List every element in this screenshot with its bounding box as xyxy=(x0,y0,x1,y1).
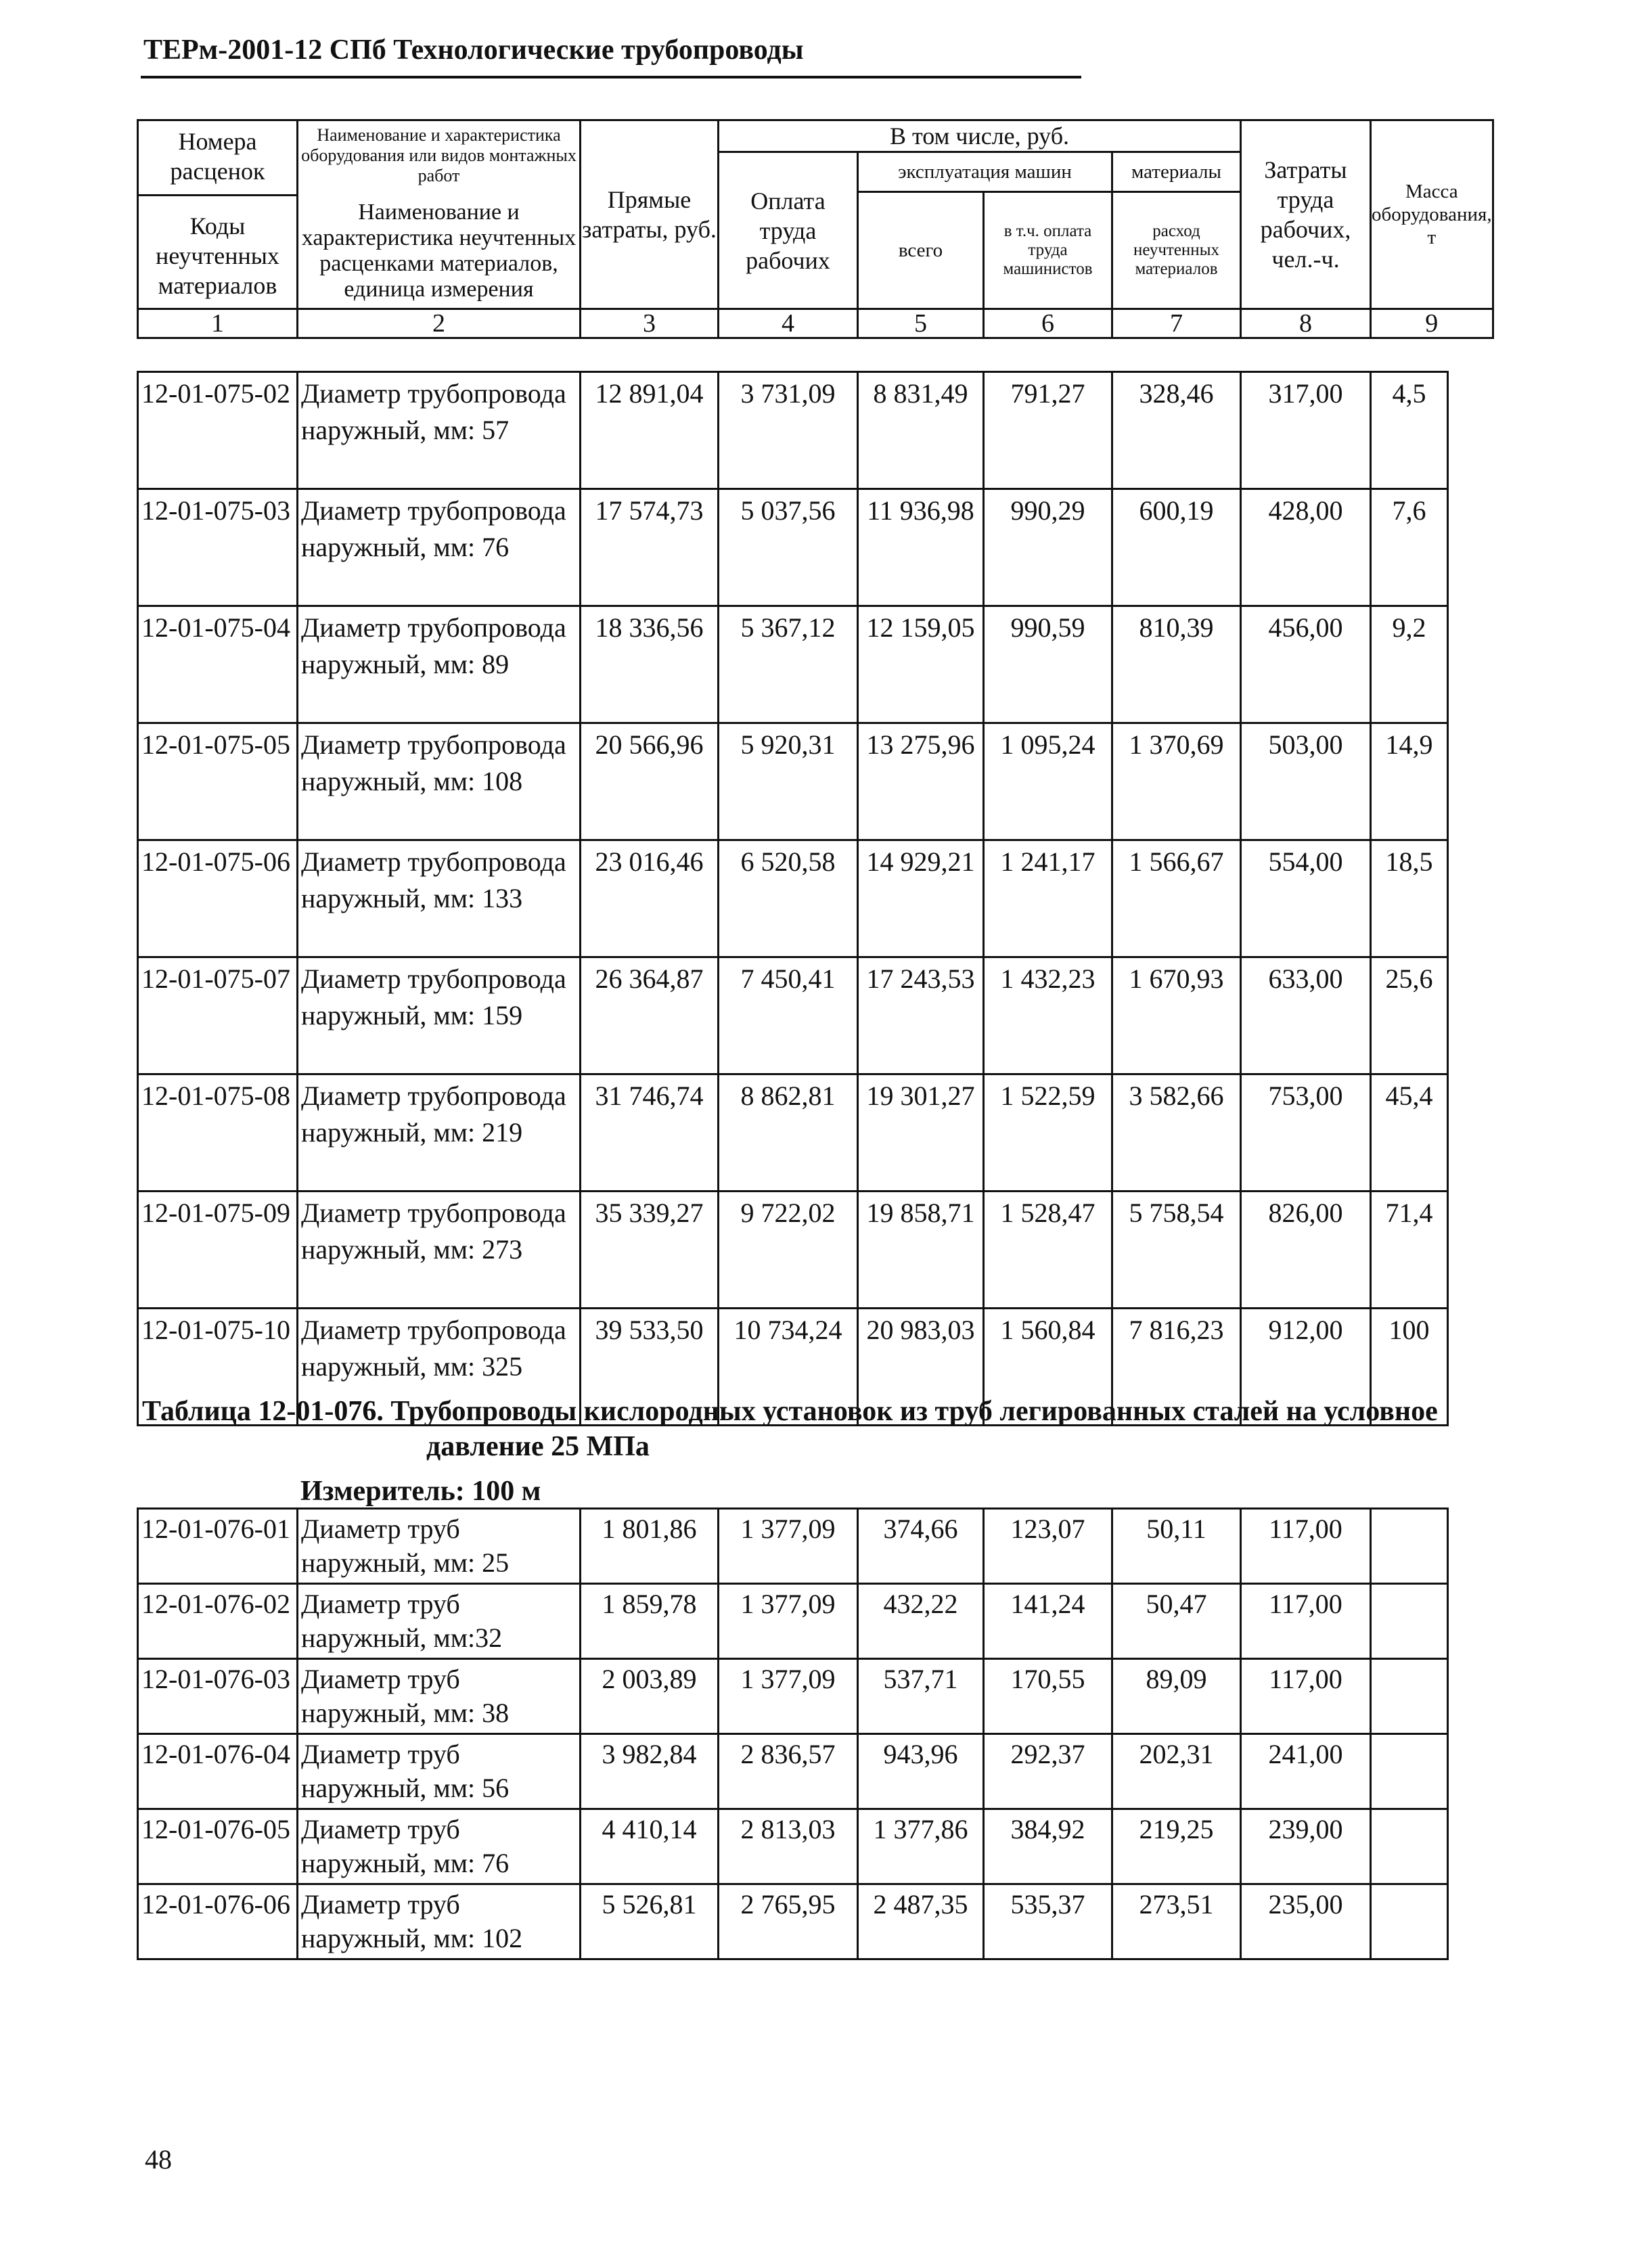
labor-pay: 2 836,57 xyxy=(719,1734,858,1809)
equipment-mass: 25,6 xyxy=(1371,957,1448,1074)
rate-code: 12-01-075-05 xyxy=(138,723,298,840)
work-name xyxy=(298,489,581,606)
rate-code: 12-01-076-01 xyxy=(138,1509,298,1584)
work-name-line1: Диаметр трубопровода xyxy=(301,1198,566,1228)
materials: 273,51 xyxy=(1112,1884,1241,1959)
labor-pay: 5 037,56 xyxy=(719,489,858,606)
labor-hours: 241,00 xyxy=(1241,1734,1371,1809)
materials: 1 670,93 xyxy=(1112,957,1241,1074)
work-name-line2: наружный, мм: 76 xyxy=(301,532,510,562)
direct-costs: 31 746,74 xyxy=(581,1074,719,1192)
work-name-line1: Диаметр трубопровода xyxy=(301,729,566,760)
col-number: 3 xyxy=(581,309,719,338)
materials: 810,39 xyxy=(1112,606,1241,723)
work-name-line2: наружный, мм: 108 xyxy=(301,766,523,796)
table-076-title xyxy=(142,1394,1462,1464)
machinists-pay: 1 095,24 xyxy=(984,723,1112,840)
direct-costs: 5 526,81 xyxy=(581,1884,719,1959)
machinists-pay: 123,07 xyxy=(984,1509,1112,1584)
machines-total: 13 275,96 xyxy=(858,723,984,840)
labor-hours: 117,00 xyxy=(1241,1509,1371,1584)
direct-costs: 39 533,50 xyxy=(581,1309,719,1426)
machines-total: 537,71 xyxy=(858,1659,984,1734)
work-name xyxy=(298,957,581,1074)
labor-pay: 9 722,02 xyxy=(719,1192,858,1309)
machines-total: 2 487,35 xyxy=(858,1884,984,1959)
equipment-mass xyxy=(1371,1884,1448,1959)
machinists-pay: 1 241,17 xyxy=(984,840,1112,957)
header-c7: расход неучтенных материалов xyxy=(1112,192,1241,309)
work-name-line2: наружный, мм:32 xyxy=(301,1623,503,1653)
equipment-mass: 71,4 xyxy=(1371,1192,1448,1309)
materials: 5 758,54 xyxy=(1112,1192,1241,1309)
work-name-line2: наружный, мм: 325 xyxy=(301,1351,523,1382)
col-number: 1 xyxy=(138,309,298,338)
machinists-pay: 1 522,59 xyxy=(984,1074,1112,1192)
header-c9: Масса оборудования, т xyxy=(1371,120,1493,309)
column-header-table xyxy=(137,119,1494,339)
header-c2-bottom: Наименование и характеристика неучтенных расценками материалов, единица измерения xyxy=(301,200,577,302)
table-076-meter: Измеритель: 100 м xyxy=(300,1476,541,1507)
machines-total: 20 983,03 xyxy=(858,1309,984,1426)
work-name-line2: наружный, мм: 25 xyxy=(301,1547,510,1578)
work-name-line1: Диаметр труб xyxy=(301,1514,460,1544)
table-row xyxy=(138,957,1448,1074)
rate-code: 12-01-075-10 xyxy=(138,1309,298,1426)
work-name-line2: наружный, мм: 159 xyxy=(301,1000,523,1030)
materials: 3 582,66 xyxy=(1112,1074,1241,1192)
rate-code: 12-01-076-05 xyxy=(138,1809,298,1884)
rate-code: 12-01-075-09 xyxy=(138,1192,298,1309)
work-name-line2: наружный, мм: 56 xyxy=(301,1773,510,1803)
col-number: 2 xyxy=(298,309,581,338)
work-name-line2: наружный, мм: 273 xyxy=(301,1234,523,1265)
labor-hours: 428,00 xyxy=(1241,489,1371,606)
labor-hours: 317,00 xyxy=(1241,372,1371,489)
direct-costs: 4 410,14 xyxy=(581,1809,719,1884)
equipment-mass: 7,6 xyxy=(1371,489,1448,606)
rate-code: 12-01-076-06 xyxy=(138,1884,298,1959)
rate-code: 12-01-075-08 xyxy=(138,1074,298,1192)
rate-code: 12-01-075-07 xyxy=(138,957,298,1074)
work-name-line1: Диаметр трубопровода xyxy=(301,612,566,643)
col-number: 9 xyxy=(1371,309,1493,338)
machinists-pay: 990,29 xyxy=(984,489,1112,606)
table-row xyxy=(138,1734,1448,1809)
equipment-mass: 100 xyxy=(1371,1309,1448,1426)
machinists-pay: 1 528,47 xyxy=(984,1192,1112,1309)
table-row xyxy=(138,1884,1448,1959)
header-group: В том числе, руб. xyxy=(719,120,1241,152)
direct-costs: 12 891,04 xyxy=(581,372,719,489)
equipment-mass: 4,5 xyxy=(1371,372,1448,489)
labor-pay: 1 377,09 xyxy=(719,1509,858,1584)
labor-hours: 826,00 xyxy=(1241,1192,1371,1309)
machines-total: 8 831,49 xyxy=(858,372,984,489)
labor-pay: 2 765,95 xyxy=(719,1884,858,1959)
work-name-line1: Диаметр труб xyxy=(301,1589,460,1619)
machines-total: 19 858,71 xyxy=(858,1192,984,1309)
header-c8: Затраты труда рабочих, чел.-ч. xyxy=(1241,120,1371,309)
machinists-pay: 141,24 xyxy=(984,1584,1112,1659)
rate-code: 12-01-075-06 xyxy=(138,840,298,957)
work-name-line2: наружный, мм: 102 xyxy=(301,1923,523,1953)
materials: 202,31 xyxy=(1112,1734,1241,1809)
machines-total: 19 301,27 xyxy=(858,1074,984,1192)
work-name-line2: наружный, мм: 38 xyxy=(301,1698,510,1728)
header-names-cell xyxy=(298,120,581,309)
labor-pay: 7 450,41 xyxy=(719,957,858,1074)
materials: 50,11 xyxy=(1112,1509,1241,1584)
work-name-line1: Диаметр труб xyxy=(301,1664,460,1694)
direct-costs: 20 566,96 xyxy=(581,723,719,840)
machines-total: 943,96 xyxy=(858,1734,984,1809)
labor-hours: 239,00 xyxy=(1241,1809,1371,1884)
work-name-line1: Диаметр трубопровода xyxy=(301,1081,566,1111)
materials: 600,19 xyxy=(1112,489,1241,606)
rate-code: 12-01-076-03 xyxy=(138,1659,298,1734)
work-name xyxy=(298,1074,581,1192)
direct-costs: 2 003,89 xyxy=(581,1659,719,1734)
work-name xyxy=(298,606,581,723)
work-name-line2: наружный, мм: 57 xyxy=(301,415,510,445)
work-name-line1: Диаметр труб xyxy=(301,1814,460,1844)
direct-costs: 3 982,84 xyxy=(581,1734,719,1809)
labor-hours: 912,00 xyxy=(1241,1309,1371,1426)
rate-code: 12-01-075-04 xyxy=(138,606,298,723)
rate-code: 12-01-076-02 xyxy=(138,1584,298,1659)
rate-code: 12-01-076-04 xyxy=(138,1734,298,1809)
materials: 50,47 xyxy=(1112,1584,1241,1659)
machinists-pay: 1 432,23 xyxy=(984,957,1112,1074)
machinists-pay: 384,92 xyxy=(984,1809,1112,1884)
materials: 89,09 xyxy=(1112,1659,1241,1734)
equipment-mass xyxy=(1371,1734,1448,1809)
machines-total: 17 243,53 xyxy=(858,957,984,1074)
equipment-mass xyxy=(1371,1509,1448,1584)
work-name-line1: Диаметр трубопровода xyxy=(301,1315,566,1345)
materials: 7 816,23 xyxy=(1112,1309,1241,1426)
work-name xyxy=(298,840,581,957)
rate-code: 12-01-075-02 xyxy=(138,372,298,489)
direct-costs: 1 801,86 xyxy=(581,1509,719,1584)
materials: 219,25 xyxy=(1112,1809,1241,1884)
direct-costs: 26 364,87 xyxy=(581,957,719,1074)
labor-hours: 633,00 xyxy=(1241,957,1371,1074)
labor-hours: 554,00 xyxy=(1241,840,1371,957)
labor-hours: 503,00 xyxy=(1241,723,1371,840)
labor-pay: 1 377,09 xyxy=(719,1659,858,1734)
labor-pay: 8 862,81 xyxy=(719,1074,858,1192)
work-name-line1: Диаметр трубопровода xyxy=(301,495,566,526)
header-c5: всего xyxy=(858,192,984,309)
equipment-mass: 18,5 xyxy=(1371,840,1448,957)
work-name-line2: наружный, мм: 89 xyxy=(301,649,510,679)
rate-code: 12-01-075-03 xyxy=(138,489,298,606)
labor-pay: 3 731,09 xyxy=(719,372,858,489)
table-row xyxy=(138,1659,1448,1734)
machines-total: 374,66 xyxy=(858,1509,984,1584)
labor-pay: 5 920,31 xyxy=(719,723,858,840)
labor-hours: 117,00 xyxy=(1241,1659,1371,1734)
materials: 1 566,67 xyxy=(1112,840,1241,957)
equipment-mass: 45,4 xyxy=(1371,1074,1448,1192)
table-row xyxy=(138,1509,1448,1584)
work-name-line1: Диаметр трубопровода xyxy=(301,846,566,877)
header-rule xyxy=(141,76,1081,78)
work-name-line2: наружный, мм: 133 xyxy=(301,883,523,913)
work-name-line1: Диаметр трубопровода xyxy=(301,378,566,409)
equipment-mass xyxy=(1371,1584,1448,1659)
direct-costs: 18 336,56 xyxy=(581,606,719,723)
table-row xyxy=(138,1074,1448,1192)
header-materials: материалы xyxy=(1112,152,1241,192)
labor-hours: 117,00 xyxy=(1241,1584,1371,1659)
labor-pay: 6 520,58 xyxy=(719,840,858,957)
work-name xyxy=(298,372,581,489)
col-number: 6 xyxy=(984,309,1112,338)
col-number: 5 xyxy=(858,309,984,338)
machines-total: 11 936,98 xyxy=(858,489,984,606)
header-c1-bottom: Коды неучтенных материалов xyxy=(156,212,279,299)
work-name xyxy=(298,1884,581,1959)
materials: 1 370,69 xyxy=(1112,723,1241,840)
header-c2-top: Наименование и характеристика оборудования или видов монтажных работ xyxy=(301,125,577,185)
labor-hours: 235,00 xyxy=(1241,1884,1371,1959)
work-name xyxy=(298,1734,581,1809)
header-machines: эксплуатация машин xyxy=(858,152,1112,192)
table-row xyxy=(138,489,1448,606)
work-name xyxy=(298,1659,581,1734)
equipment-mass: 9,2 xyxy=(1371,606,1448,723)
labor-pay: 10 734,24 xyxy=(719,1309,858,1426)
machinists-pay: 990,59 xyxy=(984,606,1112,723)
direct-costs: 23 016,46 xyxy=(581,840,719,957)
work-name xyxy=(298,1809,581,1884)
machinists-pay: 535,37 xyxy=(984,1884,1112,1959)
rates-table-075 xyxy=(137,371,1449,1426)
work-name xyxy=(298,1509,581,1584)
table-row xyxy=(138,840,1448,957)
col-number: 4 xyxy=(719,309,858,338)
work-name-line2: наружный, мм: 219 xyxy=(301,1117,523,1148)
machines-total: 432,22 xyxy=(858,1584,984,1659)
table-076-title-line2: давление 25 МПа xyxy=(426,1431,650,1462)
equipment-mass xyxy=(1371,1809,1448,1884)
table-row xyxy=(138,372,1448,489)
col-number: 8 xyxy=(1241,309,1371,338)
page-number: 48 xyxy=(145,2144,172,2175)
labor-pay: 2 813,03 xyxy=(719,1809,858,1884)
header-c6: в т.ч. оплата труда машинистов xyxy=(984,192,1112,309)
machinists-pay: 1 560,84 xyxy=(984,1309,1112,1426)
work-name-line1: Диаметр труб xyxy=(301,1889,460,1920)
table-row xyxy=(138,1192,1448,1309)
labor-hours: 753,00 xyxy=(1241,1074,1371,1192)
work-name-line1: Диаметр трубопровода xyxy=(301,963,566,994)
labor-pay: 5 367,12 xyxy=(719,606,858,723)
work-name xyxy=(298,1584,581,1659)
machines-total: 1 377,86 xyxy=(858,1809,984,1884)
equipment-mass: 14,9 xyxy=(1371,723,1448,840)
header-c3: Прямые затраты, руб. xyxy=(581,120,719,309)
equipment-mass xyxy=(1371,1659,1448,1734)
table-row xyxy=(138,606,1448,723)
header-c4: Оплата труда рабочих xyxy=(719,152,858,309)
labor-pay: 1 377,09 xyxy=(719,1584,858,1659)
header-codes-cell xyxy=(138,120,298,309)
running-header: ТЕРм-2001-12 СПб Технологические трубопроводы xyxy=(143,35,804,66)
machinists-pay: 791,27 xyxy=(984,372,1112,489)
direct-costs: 17 574,73 xyxy=(581,489,719,606)
table-076-title-line1: Таблица 12-01-076. Трубопроводы кислородных установок из труб легированных сталей на условное xyxy=(142,1396,1438,1427)
work-name-line1: Диаметр труб xyxy=(301,1739,460,1769)
table-row xyxy=(138,1584,1448,1659)
machines-total: 14 929,21 xyxy=(858,840,984,957)
work-name xyxy=(298,723,581,840)
machinists-pay: 292,37 xyxy=(984,1734,1112,1809)
machinists-pay: 170,55 xyxy=(984,1659,1112,1734)
machines-total: 12 159,05 xyxy=(858,606,984,723)
col-number: 7 xyxy=(1112,309,1241,338)
direct-costs: 35 339,27 xyxy=(581,1192,719,1309)
direct-costs: 1 859,78 xyxy=(581,1584,719,1659)
rates-table-076 xyxy=(137,1507,1449,1960)
labor-hours: 456,00 xyxy=(1241,606,1371,723)
work-name xyxy=(298,1192,581,1309)
work-name-line2: наружный, мм: 76 xyxy=(301,1848,510,1878)
table-row xyxy=(138,723,1448,840)
materials: 328,46 xyxy=(1112,372,1241,489)
header-c1-top: Номера расценок xyxy=(139,121,296,196)
table-row xyxy=(138,1809,1448,1884)
